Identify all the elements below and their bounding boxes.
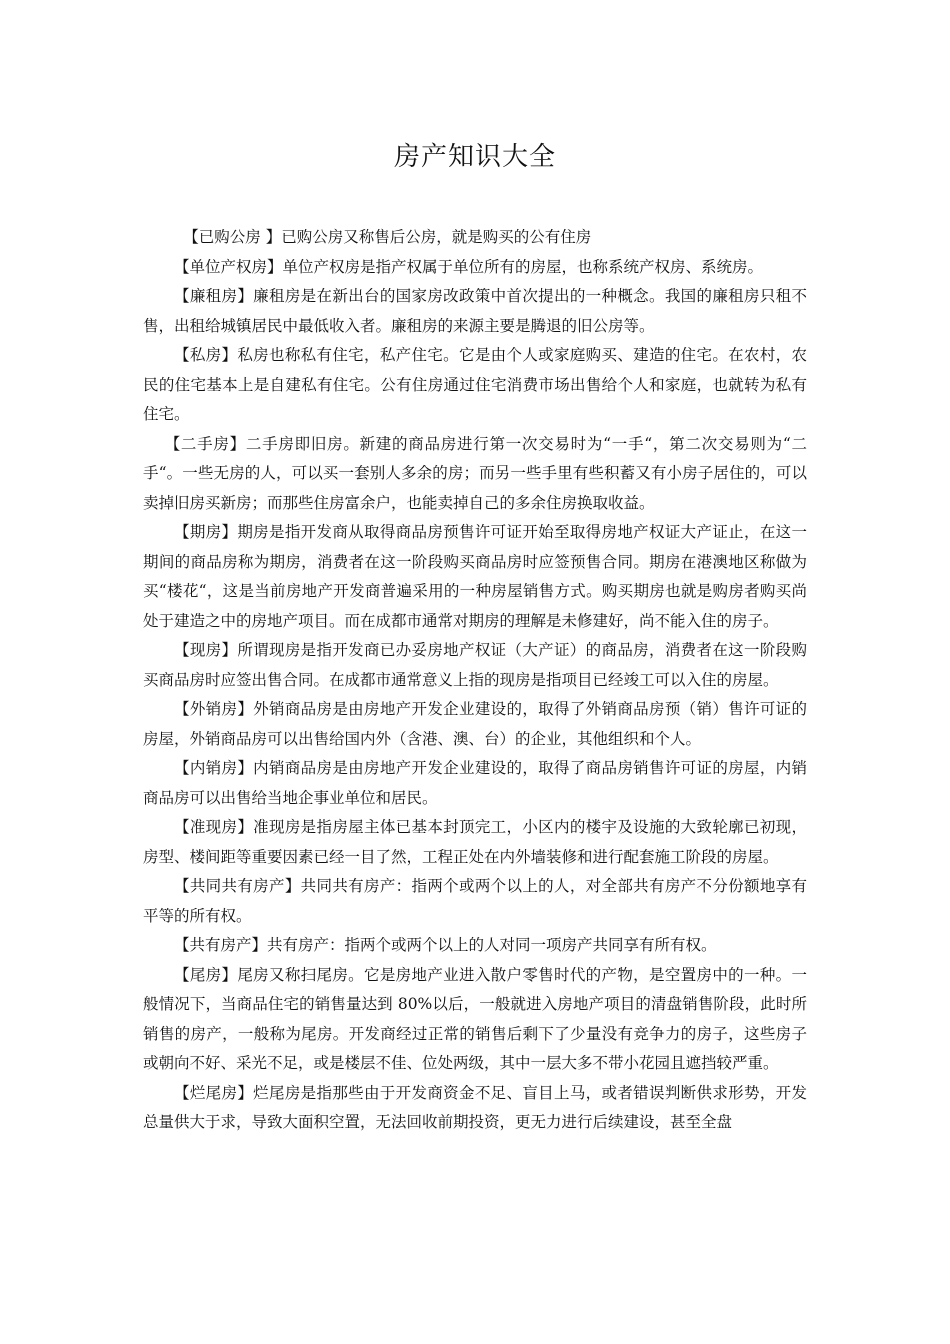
term-definition: 共同共有房产：指两个或两个以上的人，对全部共有房产不分份额地享有平等的所有权。 [143, 877, 807, 925]
term-definition: 共有房产：指两个或两个以上的人对同一项房产共同享有所有权。 [267, 936, 717, 954]
term-definition: 外销商品房是由房地产开发企业建设的，取得了外销商品房预（销）售许可证的房屋，外销商品房可以出售给国内外（含港、澳、台）的企业，其他组织和个人。 [143, 700, 807, 748]
term-definition: 准现房是指房屋主体已基本封顶完工，小区内的楼宇及设施的大致轮廓已初现，房型、楼间距等重要因素已经一目了然，工程正处在内外墙装修和进行配套施工阶段的房屋。 [143, 818, 807, 866]
term-definition: 廉租房是在新出台的国家房改政策中首次提出的一种概念。我国的廉租房只租不售，出租给城镇居民中最低收入者。廉租房的来源主要是腾退的旧公房等。 [143, 287, 807, 335]
term-definition: 尾房又称扫尾房。它是房地产业进入散户零售时代的产物，是空置房中的一种。一般情况下，当商品住宅的销售量达到 80%以后，一般就进入房地产项目的清盘销售阶段，此时所销售的房产，一般称为尾房。开发商经过正常的销售后剩下了少量没有竞争力的房子，这些房子或朝向不好、采光不足，或是楼层不佳、位处两级，其中一层大多不带小花园且遮挡较严重。 [143, 965, 807, 1072]
term-definition: 已购公房又称售后公房，就是购买的公有住房 [281, 228, 592, 246]
term-label: 【单位产权房】 [174, 257, 283, 276]
document-title: 房产知识大全 [393, 142, 556, 172]
term-label: 【共有房产】 [174, 936, 268, 954]
document-body [143, 223, 807, 1138]
paragraph-qifang [143, 518, 807, 636]
term-label: 【现房】 [174, 641, 238, 659]
term-definition: 烂尾房是指那些由于开发商资金不足、盲目上马，或者错误判断供求形势，开发总量供大于求，导致大面积空置，无法回收前期投资，更无力进行后续建设，甚至全盘 [143, 1083, 807, 1131]
term-definition: 私房也称私有住宅，私产住宅。它是由个人或家庭购买、建造的住宅。在农村，农民的住宅基本上是自建私有住宅。公有住房通过住宅消费市场出售给个人和家庭，也就转为私有住宅。 [143, 346, 807, 423]
term-label: 【内销房】 [174, 759, 254, 777]
paragraph-weifang [143, 961, 807, 1079]
paragraph-gongtong-gongyou-fangchan [143, 872, 807, 931]
paragraph-danwei-chanquanfang [143, 253, 807, 283]
paragraph-neixiaofang [143, 754, 807, 813]
term-label: 【廉租房】 [174, 287, 254, 305]
term-label: 【共同共有房产】 [174, 877, 301, 895]
paragraph-lanweifang [143, 1079, 807, 1138]
term-label: 【尾房】 [174, 965, 238, 984]
term-definition: 所谓现房是指开发商已办妥房地产权证（大产证）的商品房，消费者在这一阶段购买商品房时应签出售合同。在成都市通常意义上指的现房是指项目已经竣工可以入住的房屋。 [143, 641, 807, 689]
paragraph-zhunxianfang [143, 813, 807, 872]
term-label: 【准现房】 [174, 818, 254, 836]
term-definition: 二手房即旧房。新建的商品房进行第一次交易时为“一手“，第二次交易则为“二手“。一些无房的人，可以买一套别人多余的房；而另一些手里有些积蓄又有小房子居住的，可以卖掉旧房买新房；而那些住房富余户，也能卖掉自己的多余住房换取收益。 [143, 434, 807, 512]
term-label: 【烂尾房】 [174, 1083, 254, 1102]
paragraph-sifang [143, 341, 807, 430]
paragraph-gongyou-fangchan [143, 931, 807, 961]
term-definition: 内销商品房是由房地产开发企业建设的，取得了商品房销售许可证的房屋，内销商品房可以出售给当地企事业单位和居民。 [143, 759, 807, 807]
term-label: 【外销房】 [174, 700, 254, 718]
paragraph-ershoufang [143, 430, 807, 519]
paragraph-yigou-gongfang [143, 223, 807, 253]
term-label: 【私房】 [174, 346, 238, 364]
term-label: 【二手房】 [164, 434, 246, 453]
paragraph-lianzufang [143, 282, 807, 341]
term-label: 【期房】 [174, 523, 238, 541]
paragraph-xianfang [143, 636, 807, 695]
paragraph-waixiaofang [143, 695, 807, 754]
term-definition: 单位产权房是指产权属于单位所有的房屋，也称系统产权房、系统房。 [282, 257, 764, 276]
term-definition: 期房是指开发商从取得商品房预售许可证开始至取得房地产权证大产证止，在这一期间的商品房称为期房，消费者在这一阶段购买商品房时应签预售合同。期房在港澳地区称做为买“楼花“，这是当前房地产开发商普遍采用的一种房屋销售方式。购买期房也就是购房者购买尚处于建造之中的房地产项目。而在成都市通常对期房的理解是未修建好，尚不能入住的房子。 [143, 523, 807, 630]
term-label: 【已购公房 】 [183, 228, 282, 246]
